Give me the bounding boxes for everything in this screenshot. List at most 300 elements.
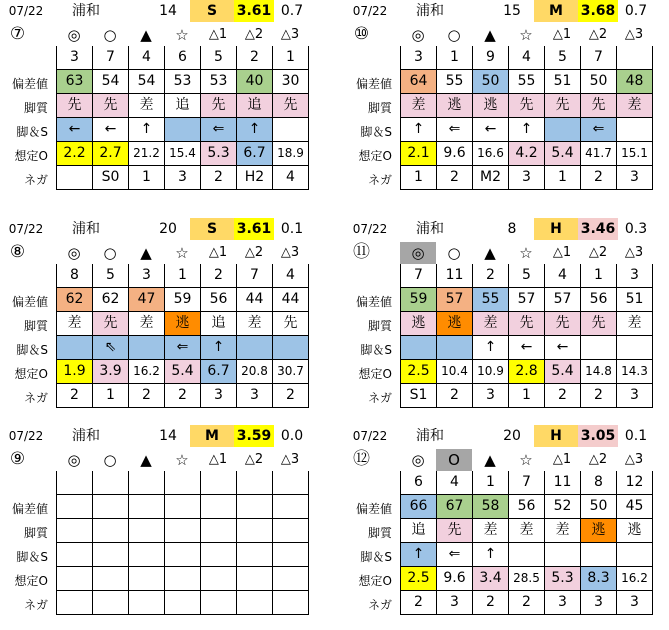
- horse-number-cell: 9: [473, 46, 509, 70]
- deviation-row: [57, 288, 309, 312]
- horse-number-cell: 7: [401, 264, 437, 288]
- position-arrow-cell: [509, 543, 545, 567]
- race-score: 3.61: [234, 218, 274, 240]
- position-arrow-cell: ↑: [401, 543, 437, 567]
- race-score: 3.59: [234, 425, 274, 447]
- mark-cell: ◎: [400, 242, 436, 264]
- horse-number-cell: 7: [581, 46, 617, 70]
- expected-odds-cell: 28.5: [509, 567, 545, 591]
- horse-number-cell: [57, 471, 93, 495]
- running-style-cell: 先: [93, 94, 129, 118]
- position-arrow-cell: ⇐: [165, 336, 201, 360]
- row-label: 想定O: [358, 367, 392, 381]
- negative-cell: 1: [401, 166, 437, 190]
- race-grid: [400, 264, 653, 408]
- position-arrow-cell: [57, 543, 93, 567]
- race-panel: [0, 218, 325, 418]
- deviation-row: [401, 495, 653, 519]
- row-label: 脚＆S: [16, 343, 48, 357]
- deviation-row: [401, 70, 653, 94]
- negative-cell: 3: [201, 384, 237, 408]
- negative-cell: S0: [93, 166, 129, 190]
- horse-number-cell: 3: [57, 46, 93, 70]
- numbers-row: [401, 46, 653, 70]
- position-arrow-cell: [129, 543, 165, 567]
- race-header: [0, 425, 325, 447]
- mark-cell: O: [436, 449, 472, 471]
- deviation-cell: 51: [545, 70, 581, 94]
- running-style-cell: 差: [617, 94, 653, 118]
- horse-number-cell: 6: [165, 46, 201, 70]
- race-spare: 0.0: [280, 428, 304, 444]
- negative-cell: 2: [57, 384, 93, 408]
- horse-number-cell: 2: [201, 264, 237, 288]
- deviation-cell: 66: [401, 495, 437, 519]
- running-style-cell: 先: [201, 94, 237, 118]
- position-arrow-cell: [581, 543, 617, 567]
- race-header: [0, 0, 325, 22]
- mark-cell: ▲: [484, 26, 496, 44]
- nega-row: [57, 384, 309, 408]
- deviation-cell: 59: [401, 288, 437, 312]
- row-label: 想定O: [14, 367, 48, 381]
- position-arrow-cell: ↑: [129, 118, 165, 142]
- horse-number-cell: 1: [437, 46, 473, 70]
- row-label: 脚質: [367, 526, 392, 540]
- mark-cell: △1: [208, 27, 228, 42]
- position-arrow-cell: [545, 543, 581, 567]
- expected-odds-cell: 16.2: [617, 567, 653, 591]
- race-number: ⑩: [353, 24, 370, 44]
- mark-cell: △2: [588, 27, 608, 42]
- position-arrow-cell: [273, 543, 309, 567]
- row-label: 偏差値: [11, 502, 48, 516]
- deviation-cell: 57: [509, 288, 545, 312]
- mark-cell: △3: [624, 245, 644, 260]
- deviation-cell: 51: [617, 288, 653, 312]
- row-label-blank: [0, 473, 52, 497]
- deviation-cell: [273, 495, 309, 519]
- negative-cell: 2: [581, 384, 617, 408]
- marks-row: [400, 24, 652, 46]
- mark-cell: △1: [552, 452, 572, 467]
- running-style-cell: 差: [237, 312, 273, 336]
- expected-odds-cell: 10.4: [437, 360, 473, 384]
- horse-number-cell: [93, 471, 129, 495]
- horse-number-cell: [273, 471, 309, 495]
- negative-cell: S1: [401, 384, 437, 408]
- row-label: ネガ: [367, 391, 392, 405]
- race-date: 07/22: [352, 222, 388, 236]
- running-style-cell: [93, 519, 129, 543]
- expected-odds-cell: [129, 567, 165, 591]
- negative-cell: [57, 591, 93, 615]
- horse-number-cell: 8: [581, 471, 617, 495]
- horse-number-cell: 1: [473, 471, 509, 495]
- row-labels: [0, 266, 52, 410]
- style-row: [401, 519, 653, 543]
- arrow-row: [57, 543, 309, 567]
- mark-cell: △1: [552, 27, 572, 42]
- position-arrow-cell: [237, 543, 273, 567]
- mark-cell: △1: [208, 452, 228, 467]
- expected-odds-cell: 16.6: [473, 142, 509, 166]
- negative-cell: 1: [129, 166, 165, 190]
- race-track: 浦和: [72, 428, 100, 444]
- deviation-cell: [237, 495, 273, 519]
- mark-cell: ○: [447, 244, 461, 262]
- row-label: 脚質: [367, 319, 392, 333]
- position-arrow-cell: ⇐: [201, 118, 237, 142]
- negative-cell: [165, 591, 201, 615]
- numbers-row: [57, 264, 309, 288]
- race-header: [344, 0, 669, 22]
- numbers-row: [401, 264, 653, 288]
- running-style-cell: 差: [617, 312, 653, 336]
- race-spare: 0.1: [280, 221, 304, 237]
- deviation-cell: 30: [273, 70, 309, 94]
- horse-number-cell: 4: [509, 46, 545, 70]
- running-style-cell: 逃: [401, 312, 437, 336]
- mark-cell: △3: [280, 245, 300, 260]
- negative-cell: 2: [509, 591, 545, 615]
- expected-odds-cell: 4.2: [509, 142, 545, 166]
- deviation-cell: [165, 495, 201, 519]
- mark-cell: ☆: [175, 26, 189, 44]
- expected-odds-cell: 2.1: [401, 142, 437, 166]
- row-label: 脚＆S: [16, 125, 48, 139]
- deviation-cell: 54: [129, 70, 165, 94]
- row-label: 脚＆S: [16, 550, 48, 564]
- negative-cell: 2: [437, 384, 473, 408]
- negative-cell: 2: [165, 384, 201, 408]
- position-arrow-cell: ⇖: [93, 336, 129, 360]
- expected-odds-cell: 41.7: [581, 142, 617, 166]
- deviation-cell: 62: [93, 288, 129, 312]
- position-arrow-cell: [581, 336, 617, 360]
- negative-cell: 3: [509, 166, 545, 190]
- race-spare: 0.3: [624, 221, 648, 237]
- row-label-blank: [344, 48, 396, 72]
- deviation-cell: 54: [93, 70, 129, 94]
- expected-odds-cell: 15.1: [617, 142, 653, 166]
- race-panel: [344, 425, 669, 625]
- position-arrow-cell: ↑: [473, 336, 509, 360]
- running-style-cell: 差: [129, 94, 165, 118]
- nega-row: [401, 591, 653, 615]
- race-grade: M: [534, 0, 578, 22]
- row-label: 想定O: [358, 574, 392, 588]
- numbers-row: [57, 46, 309, 70]
- race-date: 07/22: [8, 429, 44, 443]
- running-style-cell: [273, 519, 309, 543]
- running-style-cell: 先: [545, 94, 581, 118]
- race-panel: [0, 425, 325, 625]
- horse-number-cell: [165, 471, 201, 495]
- race-grid: [400, 46, 653, 190]
- arrow-row: [401, 118, 653, 142]
- race-runners: 14: [159, 3, 177, 19]
- mark-cell: △2: [244, 245, 264, 260]
- position-arrow-cell: ↑: [509, 118, 545, 142]
- expected-odds-cell: 15.4: [165, 142, 201, 166]
- deviation-cell: 55: [473, 288, 509, 312]
- position-arrow-cell: [201, 543, 237, 567]
- deviation-cell: 62: [57, 288, 93, 312]
- expected-odds-cell: [165, 567, 201, 591]
- race-grid: [400, 471, 653, 615]
- position-arrow-cell: ⇐: [437, 543, 473, 567]
- horse-number-cell: [237, 471, 273, 495]
- mark-cell: ◎: [67, 244, 81, 262]
- race-runners: 20: [159, 221, 177, 237]
- position-arrow-cell: ←: [545, 336, 581, 360]
- running-style-cell: 追: [201, 312, 237, 336]
- arrow-row: [401, 336, 653, 360]
- deviation-cell: 40: [237, 70, 273, 94]
- expected-odds-cell: [57, 567, 93, 591]
- position-arrow-cell: [165, 543, 201, 567]
- running-style-cell: 逃: [165, 312, 201, 336]
- marks-row: [56, 242, 308, 264]
- style-row: [401, 312, 653, 336]
- race-runners: 8: [507, 221, 517, 237]
- mark-cell: ◎: [411, 451, 425, 469]
- row-label: 偏差値: [355, 502, 392, 516]
- negative-cell: [93, 591, 129, 615]
- race-track: 浦和: [72, 221, 100, 237]
- mark-cell: ☆: [519, 26, 533, 44]
- style-row: [401, 94, 653, 118]
- race-date: 07/22: [352, 4, 388, 18]
- running-style-cell: 先: [509, 312, 545, 336]
- position-arrow-cell: ⇐: [437, 118, 473, 142]
- race-track: 浦和: [416, 3, 444, 19]
- expected-odds-cell: 5.3: [201, 142, 237, 166]
- race-track: 浦和: [416, 428, 444, 444]
- position-arrow-cell: [273, 336, 309, 360]
- position-arrow-cell: [617, 543, 653, 567]
- running-style-cell: 差: [129, 312, 165, 336]
- mark-cell: ○: [103, 244, 117, 262]
- race-score: 3.46: [578, 218, 618, 240]
- race-header: [344, 218, 669, 240]
- horse-number-cell: 3: [401, 46, 437, 70]
- running-style-cell: [129, 519, 165, 543]
- negative-cell: 2: [401, 591, 437, 615]
- horse-number-cell: 5: [509, 264, 545, 288]
- expected-odds-cell: 5.4: [545, 360, 581, 384]
- horse-number-cell: 5: [93, 264, 129, 288]
- deviation-cell: 59: [165, 288, 201, 312]
- row-label-blank: [344, 266, 396, 290]
- running-style-cell: 先: [273, 94, 309, 118]
- position-arrow-cell: [57, 336, 93, 360]
- negative-cell: 1: [93, 384, 129, 408]
- negative-cell: 3: [545, 591, 581, 615]
- race-header: [344, 425, 669, 447]
- expected-odds-cell: 8.3: [581, 567, 617, 591]
- row-label: 偏差値: [11, 295, 48, 309]
- running-style-cell: 逃: [581, 519, 617, 543]
- horse-number-cell: 1: [273, 46, 309, 70]
- deviation-cell: 64: [401, 70, 437, 94]
- running-style-cell: 先: [545, 312, 581, 336]
- nega-row: [401, 384, 653, 408]
- mark-cell: △2: [244, 452, 264, 467]
- race-date: 07/22: [352, 429, 388, 443]
- negative-cell: 3: [165, 166, 201, 190]
- position-arrow-cell: ←: [57, 118, 93, 142]
- position-arrow-cell: [93, 543, 129, 567]
- negative-cell: [273, 591, 309, 615]
- running-style-cell: 先: [581, 94, 617, 118]
- race-runners: 14: [159, 428, 177, 444]
- negative-cell: [237, 591, 273, 615]
- expected-odds-cell: 5.3: [545, 567, 581, 591]
- expected-odds-cell: 16.2: [129, 360, 165, 384]
- deviation-cell: 50: [581, 70, 617, 94]
- row-label: 想定O: [14, 574, 48, 588]
- deviation-cell: 50: [581, 495, 617, 519]
- horse-number-cell: 7: [93, 46, 129, 70]
- negative-cell: 4: [273, 166, 309, 190]
- running-style-cell: 差: [473, 312, 509, 336]
- horse-number-cell: 5: [545, 46, 581, 70]
- race-score: 3.68: [578, 0, 618, 22]
- expected-odds-cell: 2.5: [401, 567, 437, 591]
- running-style-cell: 差: [545, 519, 581, 543]
- row-label-blank: [344, 473, 396, 497]
- mark-cell: ◎: [67, 26, 81, 44]
- race-score: 3.05: [578, 425, 618, 447]
- negative-cell: 2: [201, 166, 237, 190]
- mark-cell: ○: [103, 26, 117, 44]
- negative-cell: [129, 591, 165, 615]
- row-label: ネガ: [23, 173, 48, 187]
- expected-odds-cell: 14.3: [617, 360, 653, 384]
- position-arrow-cell: ↑: [401, 118, 437, 142]
- negative-cell: 3: [581, 591, 617, 615]
- position-arrow-cell: [237, 336, 273, 360]
- marks-row: [56, 24, 308, 46]
- negative-cell: 1: [545, 166, 581, 190]
- deviation-cell: 56: [201, 288, 237, 312]
- row-labels: [344, 48, 396, 192]
- row-label: 脚質: [23, 526, 48, 540]
- row-label: 偏差値: [355, 295, 392, 309]
- negative-cell: 3: [237, 384, 273, 408]
- negative-cell: 2: [545, 384, 581, 408]
- horse-number-cell: 7: [237, 264, 273, 288]
- race-grid: [56, 46, 309, 190]
- running-style-cell: 逃: [617, 519, 653, 543]
- mark-cell: ☆: [519, 451, 533, 469]
- mark-cell: △1: [208, 245, 228, 260]
- expected-odds-cell: 18.9: [273, 142, 309, 166]
- nega-row: [401, 166, 653, 190]
- horse-number-cell: 3: [617, 264, 653, 288]
- mark-cell: ▲: [140, 451, 152, 469]
- deviation-cell: 47: [129, 288, 165, 312]
- odds-row: [57, 360, 309, 384]
- horse-number-cell: 1: [165, 264, 201, 288]
- row-label-blank: [0, 48, 52, 72]
- mark-cell: ◎: [67, 451, 81, 469]
- expected-odds-cell: 5.4: [545, 142, 581, 166]
- numbers-row: [401, 471, 653, 495]
- race-grade: S: [190, 218, 234, 240]
- deviation-cell: 56: [581, 288, 617, 312]
- expected-odds-cell: 3.9: [93, 360, 129, 384]
- row-label-blank: [0, 266, 52, 290]
- position-arrow-cell: [545, 118, 581, 142]
- running-style-cell: 先: [93, 312, 129, 336]
- row-labels: [344, 473, 396, 617]
- horse-number-cell: [617, 46, 653, 70]
- marks-row: [400, 449, 652, 471]
- style-row: [57, 519, 309, 543]
- running-style-cell: 追: [401, 519, 437, 543]
- expected-odds-cell: 3.4: [473, 567, 509, 591]
- position-arrow-cell: ⇐: [581, 118, 617, 142]
- marks-row: [56, 449, 308, 471]
- expected-odds-cell: 2.5: [401, 360, 437, 384]
- deviation-row: [401, 288, 653, 312]
- expected-odds-cell: [237, 567, 273, 591]
- row-label: 脚質: [367, 101, 392, 115]
- position-arrow-cell: ←: [509, 336, 545, 360]
- running-style-cell: [57, 519, 93, 543]
- horse-number-cell: 11: [437, 264, 473, 288]
- expected-odds-cell: 9.6: [437, 567, 473, 591]
- running-style-cell: 先: [437, 519, 473, 543]
- expected-odds-cell: 6.7: [237, 142, 273, 166]
- expected-odds-cell: 5.4: [165, 360, 201, 384]
- position-arrow-cell: [617, 336, 653, 360]
- mark-cell: △3: [280, 452, 300, 467]
- negative-cell: 2: [129, 384, 165, 408]
- running-style-cell: 先: [57, 94, 93, 118]
- position-arrow-cell: [165, 118, 201, 142]
- running-style-cell: [201, 519, 237, 543]
- race-grade: S: [190, 0, 234, 22]
- running-style-cell: 追: [237, 94, 273, 118]
- deviation-cell: 57: [545, 288, 581, 312]
- mark-cell: ◎: [411, 26, 425, 44]
- deviation-cell: 50: [473, 70, 509, 94]
- race-date: 07/22: [8, 222, 44, 236]
- horse-number-cell: 4: [545, 264, 581, 288]
- style-row: [57, 94, 309, 118]
- marks-row: [400, 242, 652, 264]
- odds-row: [57, 142, 309, 166]
- race-panel: [0, 0, 325, 200]
- race-score: 3.61: [234, 0, 274, 22]
- nega-row: [57, 591, 309, 615]
- odds-row: [401, 360, 653, 384]
- negative-cell: 3: [617, 166, 653, 190]
- row-label: 想定O: [14, 149, 48, 163]
- position-arrow-cell: [129, 336, 165, 360]
- running-style-cell: 追: [165, 94, 201, 118]
- negative-cell: M2: [473, 166, 509, 190]
- race-number: ⑪: [353, 242, 370, 262]
- odds-row: [401, 142, 653, 166]
- arrow-row: [57, 336, 309, 360]
- horse-number-cell: 7: [509, 471, 545, 495]
- race-header: [0, 218, 325, 240]
